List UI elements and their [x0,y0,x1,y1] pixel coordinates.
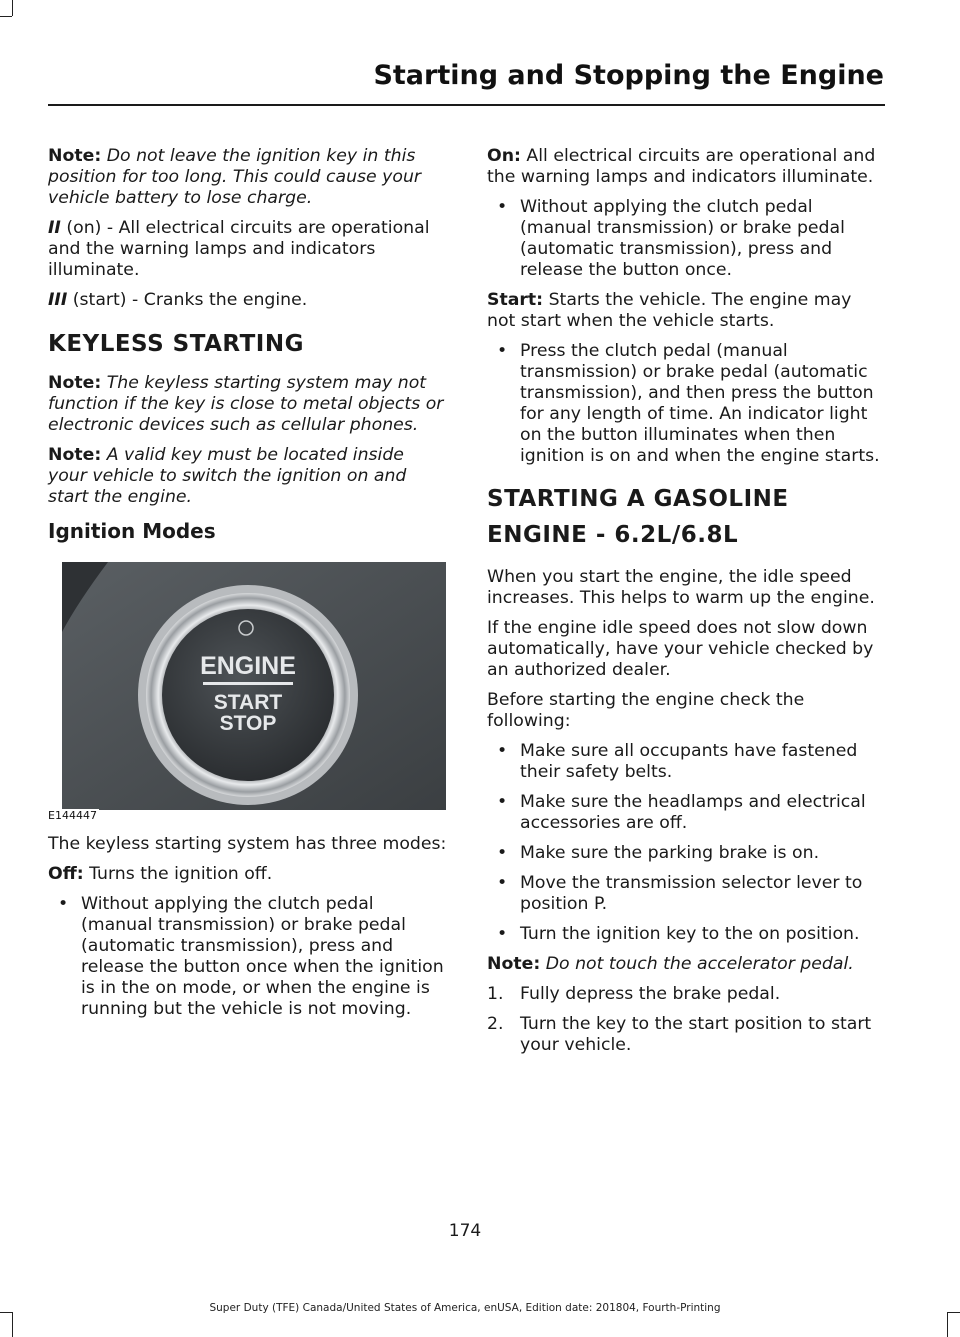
keyless-intro: The keyless starting system has three modes: [48,834,447,854]
bullet-marker: • [497,741,508,761]
start-stop-button-illustration [48,562,446,820]
crop-mark [947,1312,960,1313]
list-item: • Press the clutch pedal (manual transmission) or brake pedal (automatic transmission), and then press the button for any length of time. An indicator light on the button illuminates when then ignition is on and when the engine starts. [497,341,880,466]
note-valid-key: Note: A valid key must be located inside your vehicle to switch the ignition on and start the engine. [48,445,407,507]
bullet-marker: • [497,873,508,893]
button-label-start: START [213,691,283,714]
crop-mark [12,0,13,16]
mode-start-text: Start: Starts the vehicle. The engine may not start when the vehicle starts. [487,290,852,331]
list-item: • Make sure the parking brake is on. [497,843,820,863]
crop-mark [12,1312,13,1337]
mode-on-text: On: All electrical circuits are operational and the warning lamps and indicators illuminate. [487,146,876,187]
note-ignition-key: Note: Do not leave the ignition key in this position for too long. This could cause your vehicle battery to lose charge. [48,146,422,208]
bullet-marker: • [497,792,508,812]
mode-ii-text: II (on) - All electrical circuits are operational and the warning lamps and indicators illuminate. [48,218,430,280]
right-column [487,146,880,1065]
bullet-marker: • [497,924,508,944]
heading-starting-gasoline-engine: STARTING A GASOLINE ENGINE - 6.2L/6.8L [487,486,789,548]
page-number: 174 [448,1221,482,1241]
crop-mark [947,1312,948,1337]
crop-mark [0,16,12,17]
page-title: Starting and Stopping the Engine [373,60,884,91]
paragraph-dealer: If the engine idle speed does not slow down automatically, have your vehicle checked by an authorized dealer. [487,618,874,680]
note-keyless-metal: Note: The keyless starting system may not function if the key is close to metal objects or electronic devices such as cellular phones. [48,373,444,435]
bullet-marker: • [497,197,508,217]
figure-code: E144447 [48,809,97,822]
title-divider [48,104,885,106]
heading-keyless-starting: KEYLESS STARTING [48,331,304,357]
list-item: 2. Turn the key to the start position to start your vehicle. [487,1014,872,1055]
list-item: • Move the transmission selector lever to position P. [497,873,863,914]
bullet-marker: • [58,894,69,914]
edition-footer: Super Duty (TFE) Canada/United States of America, enUSA, Edition date: 201804, Fourth-Printing [209,1302,721,1314]
note-accelerator: Note: Do not touch the accelerator pedal. [487,954,854,974]
list-item: • Without applying the clutch pedal (manual transmission) or brake pedal (automatic transmission), press and release the button once. [497,197,845,280]
button-label-engine: ENGINE [200,652,296,680]
paragraph-idle-speed: When you start the engine, the idle speed increases. This helps to warm up the engine. [487,567,875,608]
button-label-divider [203,682,293,685]
heading-ignition-modes: Ignition Modes [48,519,216,543]
bullet-marker: • [497,341,508,361]
list-item: • Turn the ignition key to the on position. [497,924,860,944]
list-item: 1. Fully depress the brake pedal. [487,984,781,1004]
left-column [48,146,448,1029]
mode-off-text: Off: Turns the ignition off. [48,864,273,884]
button-label-stop: STOP [219,712,277,735]
paragraph-check: Before starting the engine check the following: [487,690,805,731]
list-item: • Make sure all occupants have fastened their safety belts. [497,741,858,782]
mode-iii-text: III (start) - Cranks the engine. [48,290,308,310]
list-item: • Make sure the headlamps and electrical accessories are off. [497,792,866,833]
list-item: • Without applying the clutch pedal (manual transmission) or brake pedal (automatic transmission), press and release the button once when the ignition is in the on mode, or when the engine is running but the vehicle is not moving. [58,894,444,1019]
start-stop-button-figure [48,562,446,820]
bullet-marker: • [497,843,508,863]
